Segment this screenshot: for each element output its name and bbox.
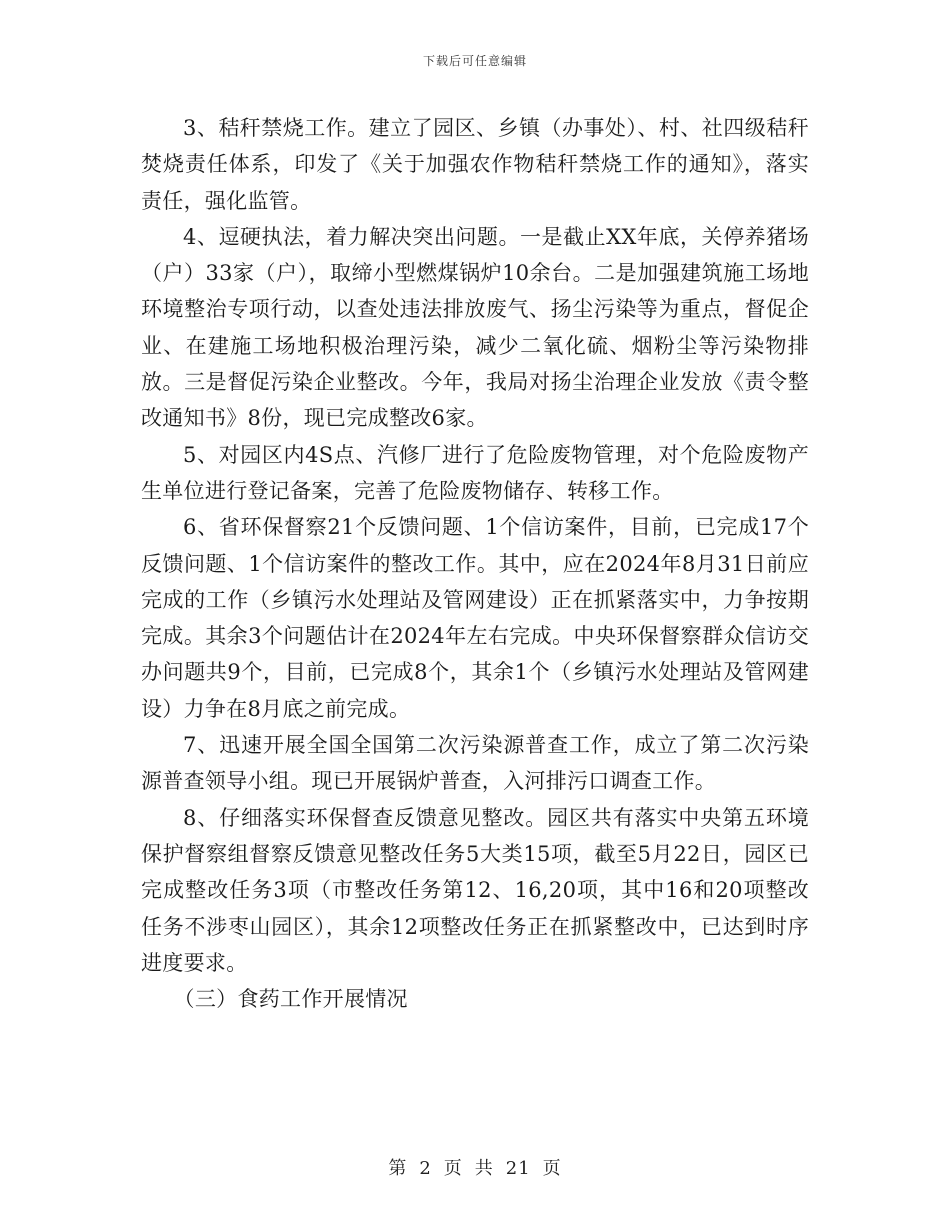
paragraph-5: 5、对园区内4S点、汽修厂进行了危险废物管理，对个危险废物产生单位进行登记备案，完善了危险废物储存、转移工作。 <box>141 442 809 503</box>
paragraph-6: 6、省环保督察21个反馈问题、1个信访案件，目前，已完成17个反馈问题、1个信访案件的整改工作。其中，应在2024年8月31日前应完成的工作（乡镇污水处理站及管网建设）正在抓紧落实中，力争按期完成。其余3个问题估计在2024年左右完成。中央环保督察群众信访交办问题共9个，目前，已完成8个，其余1个（乡镇污水处理站及管网建设）力争在8月底之前完成。 <box>141 515 809 721</box>
footer-current-page: 2 <box>419 1158 432 1179</box>
paragraph-4: 4、逗硬执法，着力解决突出问题。一是截止XX年底，关停养猪场（户）33家（户），取缔小型燃煤锅炉10余台。二是加强建筑施工场地环境整治专项行动，以查处违法排放废气、扬尘污染等为重点，督促企业、在建施工场地积极治理污染，减少二氧化硫、烟粉尘等污染物排放。三是督促污染企业整改。今年，我局对扬尘治理企业发放《责令整改通知书》8份，现已完成整改6家。 <box>141 224 809 431</box>
footer-middle: 页 <box>443 1158 463 1179</box>
paragraph-7: 7、迅速开展全国全国第二次污染源普查工作，成立了第二次污染源普查领导小组。现已开展锅炉普查，入河排污口调查工作。 <box>141 733 809 794</box>
footer-total-label: 共 <box>474 1158 494 1179</box>
section-heading: （三）食药工作开展情况 <box>173 987 408 1012</box>
document-body <box>141 110 809 1017</box>
page-footer <box>0 1154 950 1180</box>
footer-suffix: 页 <box>542 1158 562 1179</box>
footer-total-pages: 21 <box>505 1158 531 1179</box>
paragraph-3: 3、秸秆禁烧工作。建立了园区、乡镇（办事处）、村、社四级秸秆焚烧责任体系，印发了《关于加强农作物秸秆禁烧工作的通知》，落实责任，强化监管。 <box>141 116 809 213</box>
footer-prefix: 第 <box>388 1158 408 1179</box>
paragraph-8: 8、仔细落实环保督查反馈意见整改。园区共有落实中央第五环境保护督察组督察反馈意见整改任务5大类15项，截至5月22日，园区已完成整改任务3项（市整改任务第12、16,20项，其中16和20项整改任务不涉枣山园区），其余12项整改任务正在抓紧整改中，已达到时序进度要求。 <box>141 805 809 975</box>
header-note: 下载后可任意编辑 <box>422 54 527 68</box>
